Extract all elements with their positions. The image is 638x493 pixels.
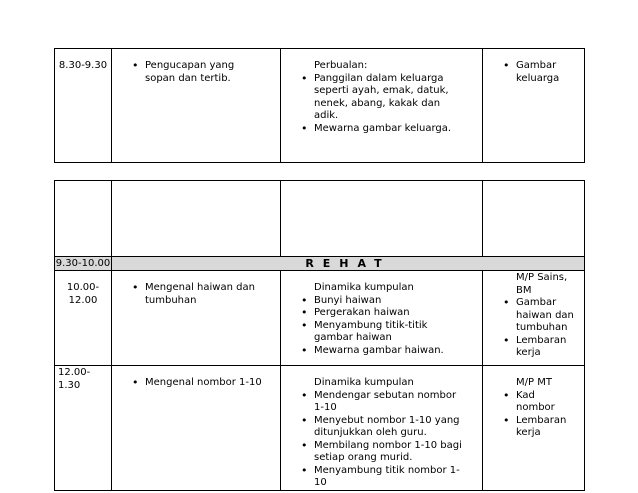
activity-list	[126, 282, 266, 307]
material-cell	[483, 366, 585, 491]
list-item: • Mendengar sebutan nombor 1-10	[295, 390, 466, 415]
strategy-heading: Perbualan:	[314, 60, 368, 71]
list-item: • Lembaran kerja	[497, 335, 574, 360]
activity-list	[126, 377, 266, 390]
strategy-cell	[281, 366, 483, 491]
table-row	[55, 271, 585, 366]
list-item: • Mengenal nombor 1-10	[126, 377, 266, 390]
list-item: • Bunyi haiwan	[295, 295, 466, 308]
time-text: 8.30-9.30	[58, 60, 108, 71]
material-heading: M/P MT	[516, 377, 552, 388]
list-item: • Gambar keluarga	[497, 60, 574, 85]
strategy-list	[295, 390, 466, 490]
list-item: • Mewarna gambar keluarga.	[295, 123, 466, 136]
time-cell	[55, 49, 112, 163]
list-item: • Kad nombor	[497, 390, 574, 415]
strategy-heading: Dinamika kumpulan	[314, 377, 414, 388]
break-row	[55, 257, 585, 271]
list-item: • Mewarna gambar haiwan.	[295, 345, 466, 358]
empty-cell	[483, 181, 585, 257]
empty-cell	[55, 181, 112, 257]
table-row-empty	[55, 181, 585, 257]
empty-cell	[112, 181, 281, 257]
strategy-list	[295, 73, 466, 136]
material-cell	[483, 271, 585, 366]
list-item: • Menyambung titik-titik gambar haiwan	[295, 320, 466, 345]
schedule-table-bottom	[54, 180, 585, 491]
strategy-cell	[281, 271, 483, 366]
break-label: REHAT	[112, 257, 585, 271]
list-item: • Pergerakan haiwan	[295, 307, 466, 320]
schedule-table-top	[54, 48, 585, 163]
list-item: • Menyambung titik nombor 1-10	[295, 465, 466, 490]
material-list	[497, 60, 574, 85]
material-list	[497, 297, 574, 360]
list-item: • Mengenal haiwan dan tumbuhan	[126, 282, 266, 307]
empty-cell	[281, 181, 483, 257]
time-text: 10.00-12.00	[66, 282, 100, 306]
list-item: • Panggilan dalam keluarga seperti ayah, emak, datuk, nenek, abang, kakak dan adik.	[295, 73, 466, 123]
activity-cell	[112, 366, 281, 491]
table-row	[55, 366, 585, 491]
time-cell	[55, 271, 112, 366]
break-time: 9.30-10.00	[55, 258, 111, 269]
strategy-heading: Dinamika kumpulan	[314, 282, 414, 293]
material-heading: M/P Sains, BM	[516, 272, 568, 296]
list-item: • Menyebut nombor 1-10 yang ditunjukkan oleh guru.	[295, 415, 466, 440]
time-cell	[55, 366, 112, 491]
activity-list	[126, 60, 266, 85]
list-item: • Gambar haiwan dan tumbuhan	[497, 297, 574, 335]
material-list	[497, 390, 574, 440]
activity-cell	[112, 271, 281, 366]
list-item: • Membilang nombor 1-10 bagi setiap orang murid.	[295, 440, 466, 465]
strategy-cell	[281, 49, 483, 163]
list-item: • Lembaran kerja	[497, 415, 574, 440]
activity-cell	[112, 49, 281, 163]
strategy-list	[295, 295, 466, 358]
material-cell	[483, 49, 585, 163]
list-item: • Pengucapan yang sopan dan tertib.	[126, 60, 266, 85]
time-text: 12.00-1.30	[58, 367, 91, 391]
table-row	[55, 49, 585, 163]
